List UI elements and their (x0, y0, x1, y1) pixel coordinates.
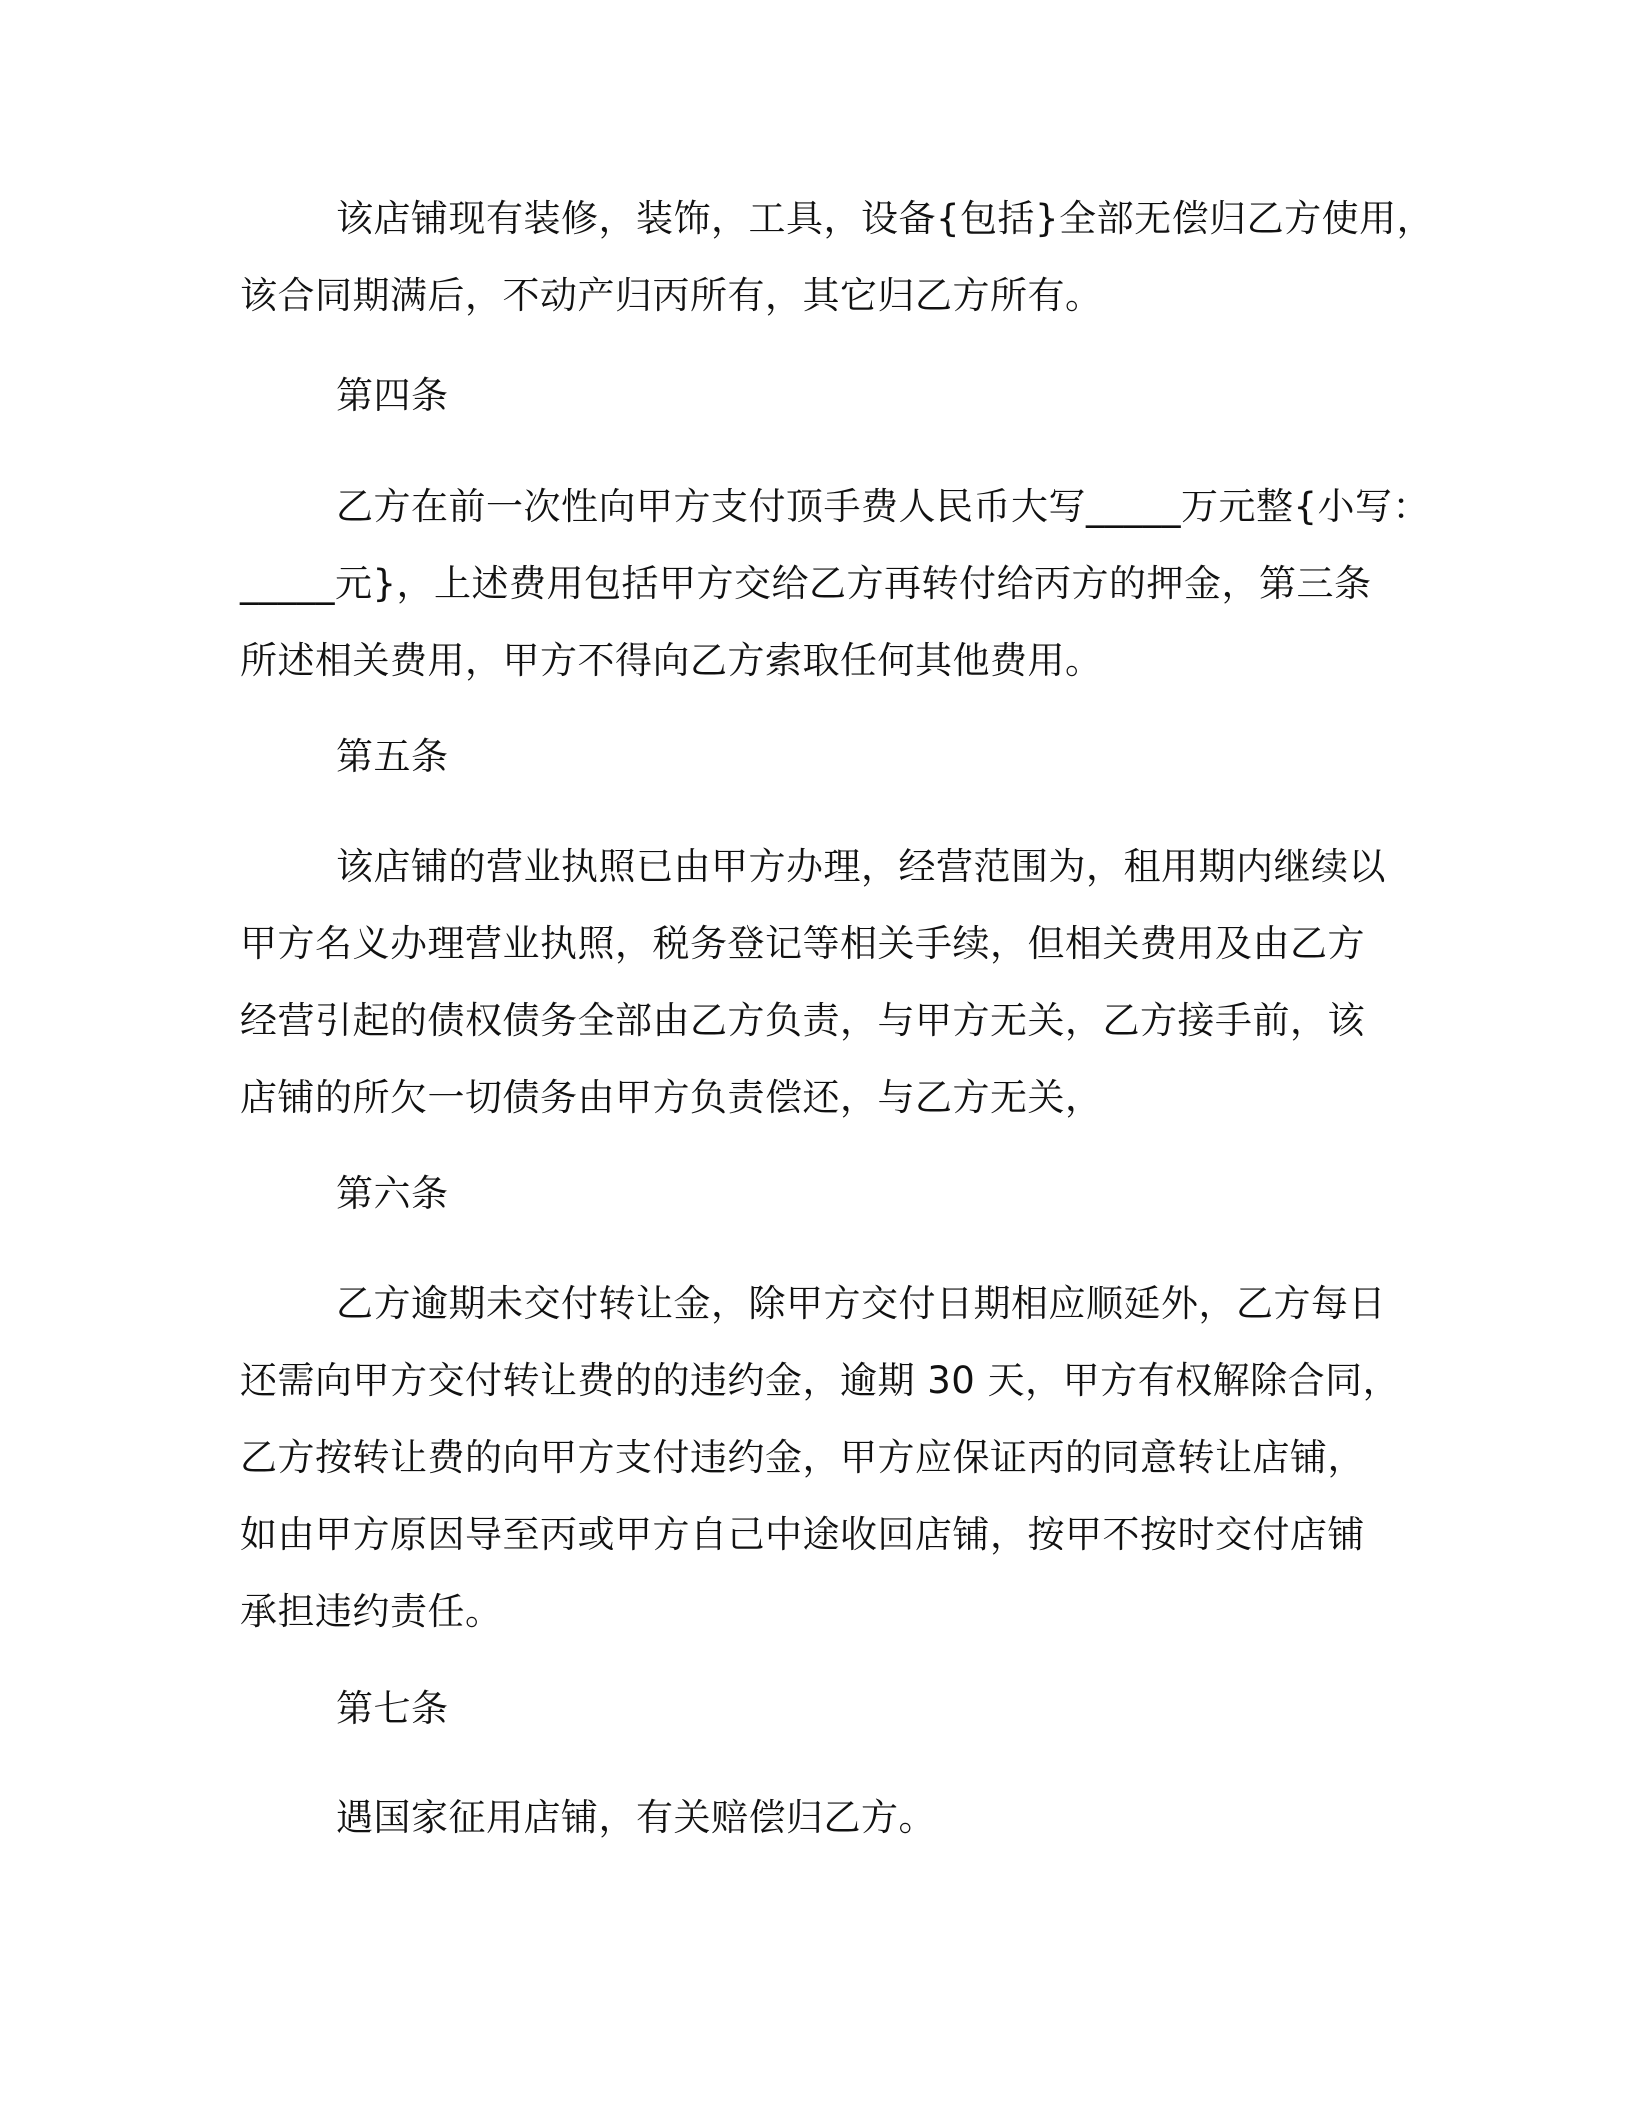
text-line: 如由甲方原因导至丙或甲方自己中途收回店铺，按甲不按时交付店铺 (240, 1513, 1365, 1556)
article-6-title: 第六条 (336, 1172, 449, 1215)
text-line: 所述相关费用，甲方不得向乙方索取任何其他费用。 (240, 639, 1103, 682)
article-7-body (240, 1779, 1400, 1856)
text-line: 乙方逾期未交付转让金，除甲方交付日期相应顺延外，乙方每日 (336, 1282, 1386, 1325)
text-line: 店铺的所欠一切债务由甲方负责偿还，与乙方无关， (240, 1076, 1103, 1119)
article-7-title: 第七条 (336, 1687, 449, 1730)
text-line: 还需向甲方交付转让费的的违约金，逾期 30 天，甲方有权解除合同， (240, 1359, 1401, 1402)
text-line: 经营引起的债权债务全部由乙方负责，与甲方无关，乙方接手前，该 (240, 999, 1365, 1042)
article-6-body (240, 1265, 1400, 1650)
text-line: 甲方名义办理营业执照，税务登记等相关手续，但相关费用及由乙方 (240, 922, 1365, 965)
text-line: 乙方按转让费的向甲方支付违约金，甲方应保证丙的同意转让店铺， (240, 1436, 1365, 1479)
text-line: 遇国家征用店铺，有关赔偿归乙方。 (336, 1796, 936, 1839)
text-line: 该店铺的营业执照已由甲方办理，经营范围为，租用期内继续以 (336, 845, 1386, 888)
article-4-body (240, 468, 1431, 699)
text-line: 承担违约责任。 (240, 1590, 503, 1633)
article-5-title: 第五条 (336, 735, 449, 778)
article-4-title: 第四条 (336, 374, 449, 417)
text-line: _____元}，上述费用包括甲方交给乙方再转付给丙方的押金，第三条 (240, 562, 1372, 605)
text-line: 该合同期满后，不动产归丙所有，其它归乙方所有。 (240, 274, 1103, 317)
paragraph-equipment (240, 180, 1435, 334)
article-5-body (240, 828, 1400, 1136)
text-line: 该店铺现有装修，装饰，工具，设备{包括}全部无偿归乙方使用， (336, 197, 1435, 240)
text-line: 乙方在前一次性向甲方支付顶手费人民币大写_____万元整{小写： (336, 485, 1431, 528)
